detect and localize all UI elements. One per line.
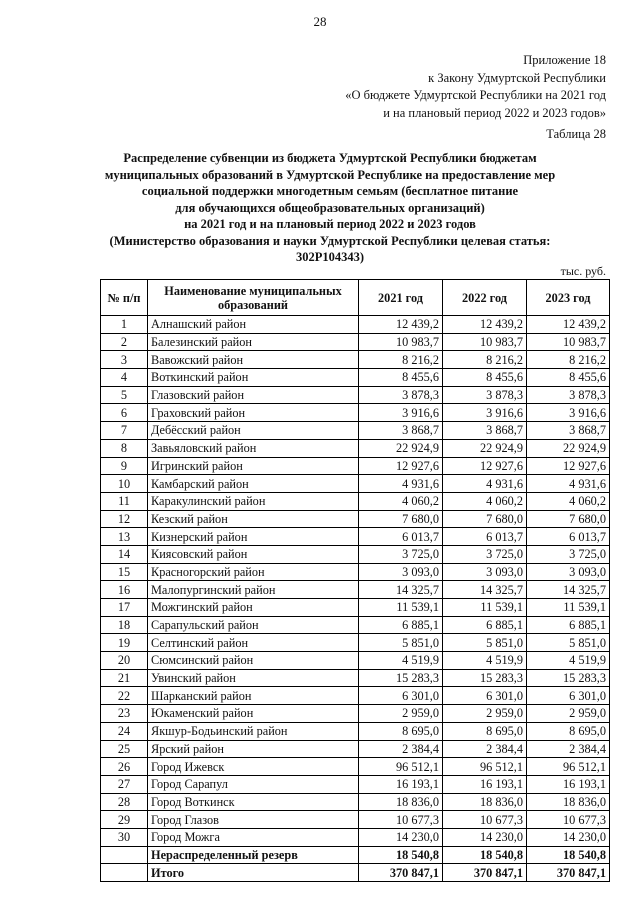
municipality-cell: Воткинский район — [148, 369, 359, 387]
header-2021: 2021 год — [359, 280, 443, 316]
municipality-cell: Киясовский район — [148, 545, 359, 563]
municipality-cell: Сюмсинский район — [148, 652, 359, 670]
value-2023-cell: 8 455,6 — [527, 369, 610, 387]
value-2022-cell: 6 885,1 — [443, 616, 527, 634]
title-line: на 2021 год и на плановый период 2022 и 2023 годов — [184, 217, 476, 231]
value-2021-cell: 5 851,0 — [359, 634, 443, 652]
value-2023-cell: 4 519,9 — [527, 652, 610, 670]
table-row — [101, 775, 610, 793]
table-row — [101, 316, 610, 334]
value-2022-cell: 10 983,7 — [443, 333, 527, 351]
value-2022-cell: 3 916,6 — [443, 404, 527, 422]
table-row — [101, 457, 610, 475]
row-number-cell — [101, 864, 148, 882]
row-number-cell: 14 — [101, 545, 148, 563]
value-2021-cell: 4 931,6 — [359, 475, 443, 493]
value-2023-cell: 96 512,1 — [527, 758, 610, 776]
appendix-header — [345, 52, 606, 144]
row-number-cell: 8 — [101, 439, 148, 457]
table-row — [101, 599, 610, 617]
title-line: Распределение субвенции из бюджета Удмуртской Республики бюджетам — [123, 151, 537, 165]
appendix-line: Приложение 18 — [523, 53, 606, 67]
value-2022-cell: 7 680,0 — [443, 510, 527, 528]
row-number-cell: 9 — [101, 457, 148, 475]
municipality-cell: Увинский район — [148, 669, 359, 687]
value-2021-cell: 10 983,7 — [359, 333, 443, 351]
value-2021-cell: 6 013,7 — [359, 528, 443, 546]
table-row — [101, 669, 610, 687]
table-row — [101, 758, 610, 776]
row-number-cell: 19 — [101, 634, 148, 652]
row-number-cell: 15 — [101, 563, 148, 581]
municipality-cell: Сарапульский район — [148, 616, 359, 634]
title-line: для обучающихся общеобразовательных организаций) — [175, 200, 485, 215]
row-number-cell — [101, 846, 148, 864]
value-2023-cell: 8 695,0 — [527, 722, 610, 740]
value-2022-cell: 8 216,2 — [443, 351, 527, 369]
table-row — [101, 386, 610, 404]
value-2022-cell: 14 325,7 — [443, 581, 527, 599]
value-2023-cell: 370 847,1 — [527, 864, 610, 882]
value-2023-cell: 16 193,1 — [527, 775, 610, 793]
appendix-line: к Закону Удмуртской Республики — [428, 70, 606, 85]
value-2022-cell: 5 851,0 — [443, 634, 527, 652]
row-number-cell: 24 — [101, 722, 148, 740]
municipality-cell: Завьяловский район — [148, 439, 359, 457]
row-number-cell: 30 — [101, 828, 148, 846]
row-number-cell: 16 — [101, 581, 148, 599]
table-row — [101, 616, 610, 634]
value-2021-cell: 10 677,3 — [359, 811, 443, 829]
table-row — [101, 687, 610, 705]
value-2021-cell: 6 301,0 — [359, 687, 443, 705]
row-number-cell: 13 — [101, 528, 148, 546]
municipality-cell: Город Можга — [148, 828, 359, 846]
municipality-cell: Кизнерский район — [148, 528, 359, 546]
table-row — [101, 422, 610, 440]
row-number-cell: 17 — [101, 599, 148, 617]
row-number-cell: 2 — [101, 333, 148, 351]
value-2023-cell: 18 836,0 — [527, 793, 610, 811]
municipality-cell: Красногорский район — [148, 563, 359, 581]
value-2023-cell: 22 924,9 — [527, 439, 610, 457]
municipality-cell: Можгинский район — [148, 599, 359, 617]
row-number-cell: 6 — [101, 404, 148, 422]
municipality-cell: Юкаменский район — [148, 705, 359, 723]
table-row — [101, 492, 610, 510]
municipality-cell: Шарканский район — [148, 687, 359, 705]
municipality-cell: Игринский район — [148, 457, 359, 475]
value-2021-cell: 15 283,3 — [359, 669, 443, 687]
value-2021-cell: 3 878,3 — [359, 386, 443, 404]
value-2022-cell: 2 959,0 — [443, 705, 527, 723]
value-2023-cell: 10 983,7 — [527, 333, 610, 351]
table-row — [101, 811, 610, 829]
appendix-line: «О бюджете Удмуртской Республики на 2021 год — [345, 88, 606, 102]
document-title — [95, 150, 565, 266]
municipality-cell: Алнашский район — [148, 316, 359, 334]
value-2023-cell: 12 439,2 — [527, 316, 610, 334]
value-2023-cell: 3 868,7 — [527, 422, 610, 440]
row-number-cell: 27 — [101, 775, 148, 793]
table-row — [101, 828, 610, 846]
value-2021-cell: 12 439,2 — [359, 316, 443, 334]
row-number-cell: 25 — [101, 740, 148, 758]
municipality-cell: Каракулинский район — [148, 492, 359, 510]
municipality-cell: Граховский район — [148, 404, 359, 422]
value-2021-cell: 18 540,8 — [359, 846, 443, 864]
table-row — [101, 652, 610, 670]
table-body — [101, 316, 610, 882]
value-2022-cell: 18 836,0 — [443, 793, 527, 811]
value-2021-cell: 22 924,9 — [359, 439, 443, 457]
value-2023-cell: 3 093,0 — [527, 563, 610, 581]
value-2022-cell: 10 677,3 — [443, 811, 527, 829]
municipality-cell: Город Ижевск — [148, 758, 359, 776]
value-2022-cell: 15 283,3 — [443, 669, 527, 687]
value-2021-cell: 370 847,1 — [359, 864, 443, 882]
row-number-cell: 12 — [101, 510, 148, 528]
value-2021-cell: 3 093,0 — [359, 563, 443, 581]
municipality-cell: Дебёсский район — [148, 422, 359, 440]
value-2022-cell: 3 725,0 — [443, 545, 527, 563]
table-row — [101, 369, 610, 387]
municipality-cell: Нераспределенный резерв — [148, 846, 359, 864]
row-number-cell: 7 — [101, 422, 148, 440]
value-2021-cell: 18 836,0 — [359, 793, 443, 811]
table-header-row — [101, 280, 610, 316]
municipality-cell: Вавожский район — [148, 351, 359, 369]
municipality-cell: Итого — [148, 864, 359, 882]
value-2021-cell: 12 927,6 — [359, 457, 443, 475]
header-2023: 2023 год — [527, 280, 610, 316]
row-number-cell: 4 — [101, 369, 148, 387]
value-2023-cell: 14 230,0 — [527, 828, 610, 846]
table-row — [101, 581, 610, 599]
municipality-cell: Ярский район — [148, 740, 359, 758]
value-2023-cell: 2 384,4 — [527, 740, 610, 758]
value-2021-cell: 16 193,1 — [359, 775, 443, 793]
value-2021-cell: 3 725,0 — [359, 545, 443, 563]
value-2021-cell: 3 868,7 — [359, 422, 443, 440]
row-number-cell: 26 — [101, 758, 148, 776]
units-label: тыс. руб. — [560, 264, 606, 278]
municipality-cell: Кезский район — [148, 510, 359, 528]
table-row — [101, 563, 610, 581]
row-number-cell: 23 — [101, 705, 148, 723]
value-2023-cell: 3 916,6 — [527, 404, 610, 422]
row-number-cell: 29 — [101, 811, 148, 829]
value-2022-cell: 96 512,1 — [443, 758, 527, 776]
title-line: 302Р104343) — [295, 250, 365, 264]
row-number-cell: 21 — [101, 669, 148, 687]
row-number-cell: 22 — [101, 687, 148, 705]
municipality-cell: Селтинский район — [148, 634, 359, 652]
value-2021-cell: 4 060,2 — [359, 492, 443, 510]
row-number-cell: 3 — [101, 351, 148, 369]
value-2023-cell: 18 540,8 — [527, 846, 610, 864]
municipality-cell: Якшур-Бодьинский район — [148, 722, 359, 740]
value-2022-cell: 18 540,8 — [443, 846, 527, 864]
value-2022-cell: 12 927,6 — [443, 457, 527, 475]
row-number-cell: 10 — [101, 475, 148, 493]
municipality-cell: Глазовский район — [148, 386, 359, 404]
value-2022-cell: 8 695,0 — [443, 722, 527, 740]
value-2023-cell: 6 885,1 — [527, 616, 610, 634]
row-number-cell: 11 — [101, 492, 148, 510]
row-number-cell: 1 — [101, 316, 148, 334]
table-row — [101, 545, 610, 563]
value-2023-cell: 3 878,3 — [527, 386, 610, 404]
header-number: № п/п — [101, 280, 148, 316]
value-2021-cell: 8 695,0 — [359, 722, 443, 740]
value-2022-cell: 16 193,1 — [443, 775, 527, 793]
table-row — [101, 705, 610, 723]
municipality-cell: Камбарский район — [148, 475, 359, 493]
value-2021-cell: 8 216,2 — [359, 351, 443, 369]
municipality-cell: Город Глазов — [148, 811, 359, 829]
page-number: 28 — [313, 14, 327, 29]
row-number-cell: 28 — [101, 793, 148, 811]
table-row — [101, 740, 610, 758]
municipality-cell: Город Сарапул — [148, 775, 359, 793]
value-2023-cell: 10 677,3 — [527, 811, 610, 829]
row-number-cell: 5 — [101, 386, 148, 404]
value-2022-cell: 6 301,0 — [443, 687, 527, 705]
table-row — [101, 510, 610, 528]
value-2023-cell: 12 927,6 — [527, 457, 610, 475]
value-2022-cell: 4 519,9 — [443, 652, 527, 670]
municipality-cell: Город Воткинск — [148, 793, 359, 811]
table-row — [101, 351, 610, 369]
value-2023-cell: 4 931,6 — [527, 475, 610, 493]
value-2023-cell: 4 060,2 — [527, 492, 610, 510]
table-row — [101, 793, 610, 811]
value-2022-cell: 22 924,9 — [443, 439, 527, 457]
value-2023-cell: 14 325,7 — [527, 581, 610, 599]
value-2023-cell: 11 539,1 — [527, 599, 610, 617]
title-line: социальной поддержки многодетным семьям (бесплатное питание — [141, 184, 519, 198]
value-2021-cell: 3 916,6 — [359, 404, 443, 422]
value-2022-cell: 3 868,7 — [443, 422, 527, 440]
value-2022-cell: 14 230,0 — [443, 828, 527, 846]
table-row — [101, 439, 610, 457]
value-2021-cell: 2 384,4 — [359, 740, 443, 758]
value-2022-cell: 11 539,1 — [443, 599, 527, 617]
value-2023-cell: 6 301,0 — [527, 687, 610, 705]
header-2022: 2022 год — [443, 280, 527, 316]
value-2022-cell: 4 060,2 — [443, 492, 527, 510]
value-2021-cell: 6 885,1 — [359, 616, 443, 634]
table-row — [101, 634, 610, 652]
value-2021-cell: 14 325,7 — [359, 581, 443, 599]
value-2023-cell: 7 680,0 — [527, 510, 610, 528]
value-2021-cell: 96 512,1 — [359, 758, 443, 776]
value-2023-cell: 3 725,0 — [527, 545, 610, 563]
table-row — [101, 528, 610, 546]
table-row — [101, 475, 610, 493]
row-number-cell: 18 — [101, 616, 148, 634]
value-2021-cell: 14 230,0 — [359, 828, 443, 846]
budget-table — [100, 279, 610, 882]
value-2022-cell: 3 093,0 — [443, 563, 527, 581]
value-2023-cell: 6 013,7 — [527, 528, 610, 546]
value-2021-cell: 11 539,1 — [359, 599, 443, 617]
table-row — [101, 846, 610, 864]
table-row — [101, 722, 610, 740]
appendix-line: и на плановый период 2022 и 2023 годов» — [383, 105, 606, 120]
value-2021-cell: 8 455,6 — [359, 369, 443, 387]
value-2023-cell: 8 216,2 — [527, 351, 610, 369]
municipality-cell: Балезинский район — [148, 333, 359, 351]
value-2021-cell: 2 959,0 — [359, 705, 443, 723]
value-2022-cell: 12 439,2 — [443, 316, 527, 334]
row-number-cell: 20 — [101, 652, 148, 670]
value-2021-cell: 4 519,9 — [359, 652, 443, 670]
table-row — [101, 404, 610, 422]
header-municipality: Наименование муниципальных образований — [148, 280, 359, 316]
value-2022-cell: 6 013,7 — [443, 528, 527, 546]
value-2023-cell: 2 959,0 — [527, 705, 610, 723]
table-row — [101, 333, 610, 351]
value-2023-cell: 5 851,0 — [527, 634, 610, 652]
value-2023-cell: 15 283,3 — [527, 669, 610, 687]
value-2022-cell: 3 878,3 — [443, 386, 527, 404]
table-row — [101, 864, 610, 882]
title-line: (Министерство образования и науки Удмуртской Республики целевая статья: — [109, 233, 551, 248]
table-label: Таблица 28 — [546, 127, 606, 141]
value-2021-cell: 7 680,0 — [359, 510, 443, 528]
municipality-cell: Малопургинский район — [148, 581, 359, 599]
value-2022-cell: 2 384,4 — [443, 740, 527, 758]
title-line: муниципальных образований в Удмуртской Республике на предоставление мер — [104, 167, 556, 182]
value-2022-cell: 8 455,6 — [443, 369, 527, 387]
value-2022-cell: 4 931,6 — [443, 475, 527, 493]
value-2022-cell: 370 847,1 — [443, 864, 527, 882]
